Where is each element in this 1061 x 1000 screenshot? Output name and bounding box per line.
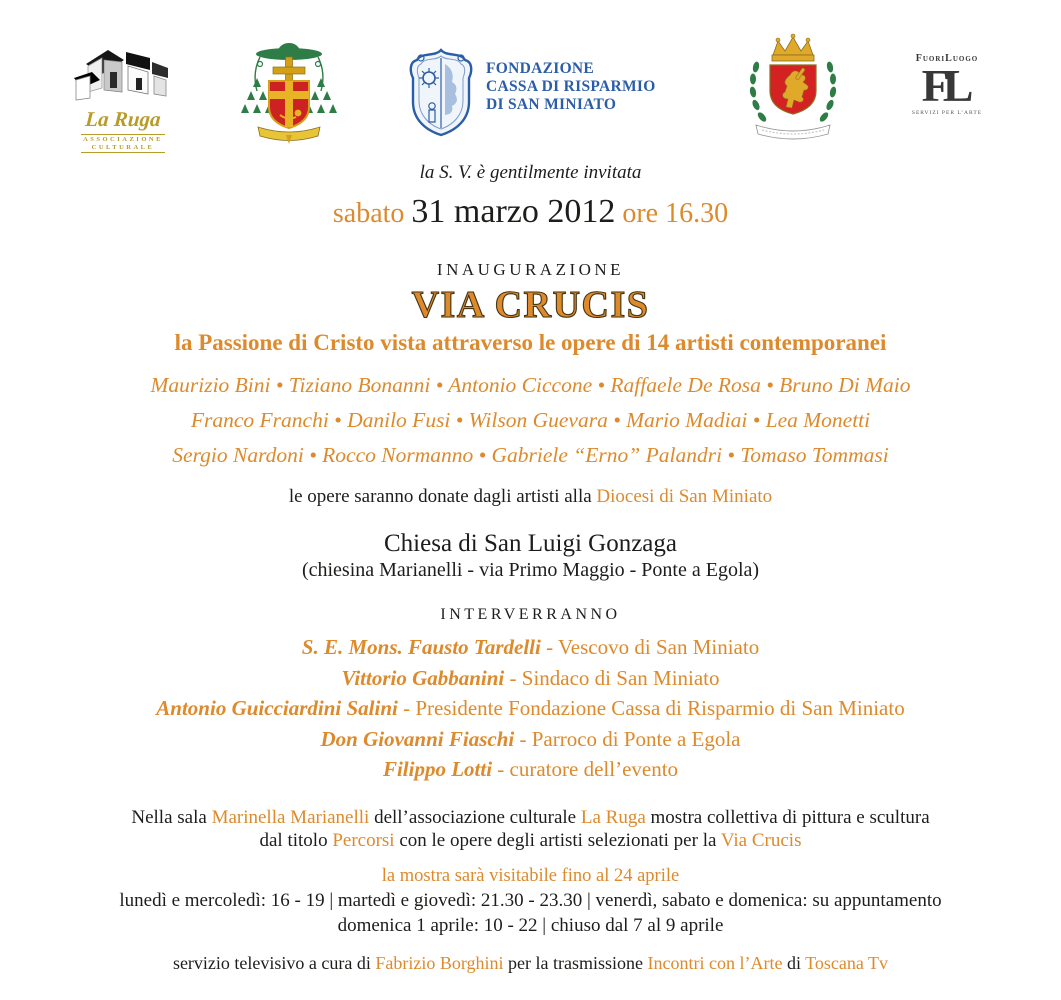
speakers-list bbox=[0, 632, 1061, 785]
sala-highlight-marianelli: Marinella Marianelli bbox=[211, 806, 370, 828]
artists-line-1: Maurizio Bini • Tiziano Bonanni • Antonio Ciccone • Raffaele De Rosa • Bruno Di Maio bbox=[150, 373, 911, 397]
tv-text: di bbox=[782, 952, 806, 973]
la-ruga-subtitle-line2: CULTURALE bbox=[91, 143, 155, 151]
speaker-row bbox=[0, 724, 1061, 755]
comune-crest-icon bbox=[740, 31, 846, 145]
sala-line-1 bbox=[0, 806, 1061, 829]
speaker-name: Vittorio Gabbanini bbox=[341, 665, 505, 690]
diocesi-crest-icon bbox=[238, 31, 340, 145]
invitation-body bbox=[0, 150, 1061, 974]
donation-text: le opere saranno donate dagli artisti alla bbox=[288, 486, 597, 507]
section-interverranno: INTERVERRANNO bbox=[440, 606, 621, 623]
venue-address: (chiesina Marianelli - via Primo Maggio - Ponte a Egola) bbox=[301, 559, 760, 581]
sala-highlight-percorsi: Percorsi bbox=[332, 829, 395, 851]
logo-header bbox=[0, 0, 1061, 150]
event-date bbox=[0, 192, 1061, 238]
fuoriluogo-monogram: FL bbox=[921, 60, 967, 111]
exhibition-dates-line: la mostra sarà visitabile fino al 24 aprile bbox=[381, 865, 680, 886]
sala-text: dal titolo bbox=[259, 829, 333, 851]
hours-line-1: lunedì e mercoledì: 16 - 19 | martedì e giovedì: 21.30 - 23.30 | venerdì, sabato e domenica: su appuntamento bbox=[119, 889, 942, 911]
tv-text: per la trasmissione bbox=[503, 952, 648, 973]
fondazione-emblem-icon bbox=[405, 46, 477, 138]
speaker-role: Vescovo di San Miniato bbox=[557, 635, 760, 659]
event-date-full: 31 marzo 2012 bbox=[411, 193, 616, 230]
fuoriluogo-logo bbox=[901, 53, 993, 116]
la-ruga-logo bbox=[62, 42, 184, 154]
sala-text: dell’associazione culturale bbox=[369, 806, 581, 828]
la-ruga-subtitle-line1: ASSOCIAZIONE bbox=[83, 136, 163, 143]
tv-highlight-trasmissione: Incontri con l’Arte bbox=[647, 952, 783, 973]
sala-text: con le opere degli artisti selezionati per la bbox=[394, 829, 721, 851]
venue-name: Chiesa di San Luigi Gonzaga bbox=[384, 530, 677, 557]
speaker-name: Filippo Lotti bbox=[382, 757, 493, 781]
tv-highlight-toscanatv: Toscana Tv bbox=[805, 952, 889, 973]
section-inaugurazione: INAUGURAZIONE bbox=[436, 260, 625, 279]
event-time: ore 16.30 bbox=[615, 198, 729, 229]
speaker-role: Presidente Fondazione Cassa di Risparmio di San Miniato bbox=[415, 696, 905, 720]
speaker-row bbox=[0, 632, 1061, 663]
speaker-role: Sindaco di San Miniato bbox=[521, 665, 720, 690]
tv-credit-line bbox=[0, 953, 1061, 974]
sala-paragraph bbox=[0, 806, 1061, 852]
sala-text: Nella sala bbox=[131, 806, 212, 828]
speaker-name: Antonio Guicciardini Salini bbox=[156, 696, 398, 720]
speaker-separator: - bbox=[492, 757, 510, 781]
fondazione-wordmark bbox=[486, 60, 656, 114]
artists-line-3: Sergio Nardoni • Rocco Normanno • Gabriele “Erno” Palandri • Tomaso Tommasi bbox=[172, 443, 889, 467]
donation-line bbox=[0, 486, 1061, 508]
speaker-row bbox=[0, 754, 1061, 785]
la-ruga-wordmark: La Ruga bbox=[84, 107, 162, 131]
sala-highlight-laruga: La Ruga bbox=[580, 806, 646, 828]
speaker-row bbox=[0, 663, 1061, 694]
speaker-name: S. E. Mons. Fausto Tardelli bbox=[301, 635, 541, 659]
fondazione-line2: CASSA DI RISPARMIO bbox=[486, 78, 656, 95]
event-title: VIA CRUCIS bbox=[411, 284, 650, 326]
sala-text: mostra collettiva di pittura e scultura bbox=[645, 806, 930, 828]
tv-text: servizio televisivo a cura di bbox=[172, 952, 376, 973]
invite-line: la S. V. è gentilmente invitata bbox=[419, 162, 642, 183]
speaker-role: Parroco di Ponte a Egola bbox=[531, 726, 741, 751]
donation-diocesi: Diocesi di San Miniato bbox=[596, 486, 773, 507]
fondazione-line1: FONDAZIONE bbox=[486, 60, 595, 77]
artists-line-2: Franco Franchi • Danilo Fusi • Wilson Guevara • Mario Madiai • Lea Monetti bbox=[190, 408, 871, 432]
event-subtitle: la Passione di Cristo vista attraverso le opere di 14 artisti contemporanei bbox=[174, 330, 887, 355]
sala-line-2 bbox=[0, 829, 1061, 852]
la-ruga-houses-icon bbox=[68, 42, 178, 104]
sala-highlight-viacrucis: Via Crucis bbox=[720, 829, 802, 851]
artists-list bbox=[0, 368, 1061, 473]
speaker-role: curatore dell’evento bbox=[509, 757, 679, 781]
tv-highlight-borghini: Fabrizio Borghini bbox=[375, 952, 504, 973]
fondazione-line3: DI SAN MINIATO bbox=[486, 96, 617, 113]
fuoriluogo-subtitle: SERVIZI PER L’ARTE bbox=[911, 110, 983, 116]
speaker-name: Don Giovanni Fiaschi bbox=[320, 726, 515, 751]
speaker-row bbox=[0, 693, 1061, 724]
speaker-separator: - bbox=[504, 665, 522, 690]
hours-line-2: domenica 1 aprile: 10 - 22 | chiuso dal 7 al 9 aprile bbox=[337, 914, 724, 936]
event-date-day: sabato bbox=[332, 198, 412, 229]
fuoriluogo-wordmark: FuoriLuogo bbox=[915, 53, 979, 64]
speaker-separator: - bbox=[397, 696, 416, 720]
speaker-separator: - bbox=[540, 635, 558, 659]
speaker-separator: - bbox=[514, 726, 532, 751]
